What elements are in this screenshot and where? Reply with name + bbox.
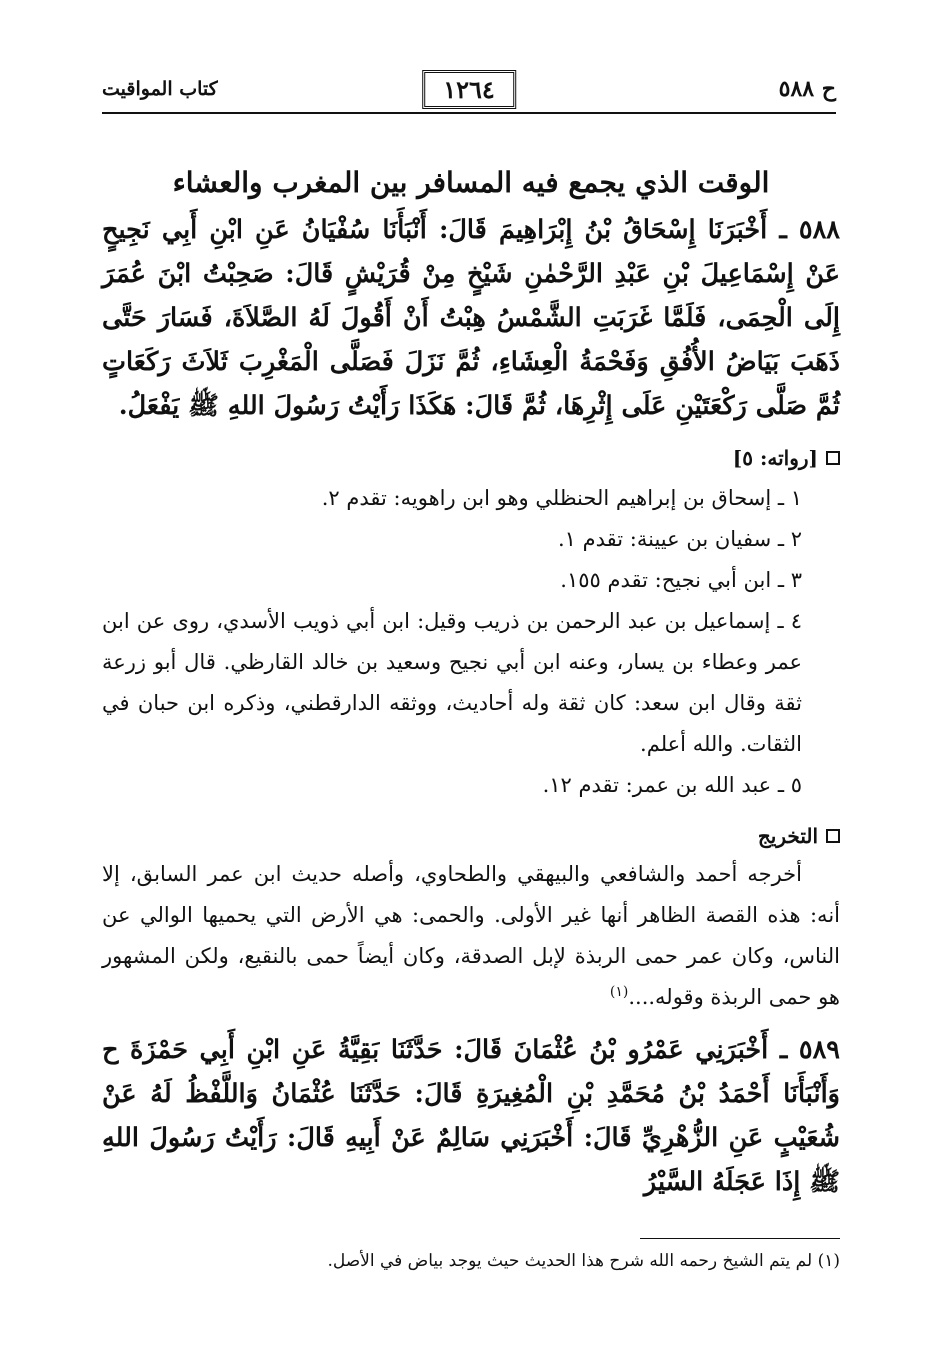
page-body: [102, 160, 840, 1230]
chapter-title: الوقت الذي يجمع فيه المسافر بين المغرب والعشاء: [172, 166, 770, 199]
footnote-marker: (١): [817, 1251, 840, 1271]
narrators-list: [102, 478, 840, 806]
square-bullet-icon: [826, 451, 840, 465]
narrators-heading: [102, 442, 840, 474]
takhrij-body: أخرجه أحمد والشافعي والبيهقي والطحاوي، وأصله حديث ابن عمر السابق، إلا أنه: هذه القصة الظاهر أنها غير الأولى. والحمى: هي الأرض التي يحميها الوالي عن الناس، وكان عمر حمى الربذة لإبل الصدقة، وكان أيضاً حمى بالنقيع، ولكن المشهور هو حمى الربذة وقوله....: [102, 862, 840, 1009]
footnote-reference: (١): [609, 984, 629, 1000]
hadith-589: [102, 1028, 840, 1204]
header-rule: [102, 112, 836, 114]
page-header: [102, 70, 836, 114]
narrator-item: ٤ ـ إسماعيل بن عبد الرحمن بن ذريب وقيل: ابن أبي ذويب الأسدي، روى عن ابن عمر وعطاء بن يسار، وعنه ابن أبي نجيح وسعيد بن خالد القارظي. قال أبو زرعة ثقة وقال ابن سعد: كان ثقة وله أحاديث، ووثقه الدارقطني، وذكره ابن حبان في الثقات. والله أعلم.: [102, 609, 802, 756]
hadith-text: أَخْبَرَنَا إِسْحَاقُ بْنُ إِبْرَاهِيمَ قَالَ: أَنْبَأَنَا سُفْيَانُ عَنِ ابْنِ أَبِي نَجِيحٍ عَنْ إِسْمَاعِيلَ بْنِ عَبْدِ الرَّحْمٰنِ شَيْخٍ مِنْ قُرَيْشٍ قَالَ: صَحِبْتُ ابْنَ عُمَرَ إِلَى الْحِمَى، فَلَمَّا غَرَبَتِ الشَّمْسُ هِبْتُ أَنْ أَقُولَ لَهُ الصَّلاَةَ، فَسَارَ حَتَّى ذَهَبَ بَيَاضُ الأُفُقِ وَفَحْمَةُ الْعِشَاءِ، ثُمَّ نَزَلَ فَصَلَّى الْمَغْرِبَ ثَلاَثَ رَكَعَاتٍ ثُمَّ صَلَّى رَكْعَتَيْنِ عَلَى إِثْرِهَا، ثُمَّ قَالَ: هَكَذَا رَأَيْتُ رَسُولَ اللهِ ﷺ يَفْعَلُ.: [102, 215, 840, 421]
takhrij-heading-text: التخريج: [757, 824, 818, 848]
narrator-item: ٢ ـ سفيان بن عيينة: تقدم ١.: [557, 527, 802, 551]
hadith-number: ٥٨٩ ـ: [779, 1035, 840, 1065]
hadith-text: أَخْبَرَنِي عَمْرُو بْنُ عُثْمَانَ قَالَ: حَدَّثَنَا بَقِيَّةُ عَنِ ابْنِ أَبِي حَمْزَةَ ح وَأَنْبَأَنَا أَحْمَدُ بْنُ مُحَمَّدِ بْنِ الْمُغِيرَةِ قَالَ: حَدَّثَنَا عُثْمَانُ وَاللَّفْظُ لَهُ عَنْ شُعَيْبٍ عَنِ الزُّهْرِيِّ قَالَ: أَخْبَرَنِي سَالِمٌ عَنْ أَبِيهِ قَالَ: رَأَيْتُ رَسُولَ اللهِ ﷺ إِذَا عَجَلَهُ السَّيْرُ: [102, 1035, 840, 1197]
hadith-number: ٥٨٨ ـ: [779, 215, 840, 245]
footnote-text: لم يتم الشيخ رحمه الله شرح هذا الحديث حيث يوجد بياض في الأصل.: [327, 1251, 813, 1271]
narrator-item: ٥ ـ عبد الله بن عمر: تقدم ١٢.: [542, 773, 802, 797]
narrators-heading-text: [رواته: ٥]: [732, 446, 818, 470]
takhrij-heading: [102, 820, 840, 852]
square-bullet-icon: [826, 829, 840, 843]
narrator-item: ٣ ـ ابن أبي نجيح: تقدم ١٥٥.: [560, 568, 802, 592]
footnote-separator: [640, 1238, 840, 1239]
narrator-item: ١ ـ إسحاق بن إبراهيم الحنظلي وهو ابن راهويه: تقدم ٢.: [321, 486, 802, 510]
hadith-588: [102, 208, 840, 428]
footnote: [102, 1248, 840, 1274]
header-hadith-number: ح ٥٨٨: [778, 76, 836, 102]
header-book-title: كتاب المواقيت: [102, 78, 218, 100]
takhrij-text: [102, 854, 840, 1018]
header-page-number: ١٢٦٤: [422, 70, 516, 109]
